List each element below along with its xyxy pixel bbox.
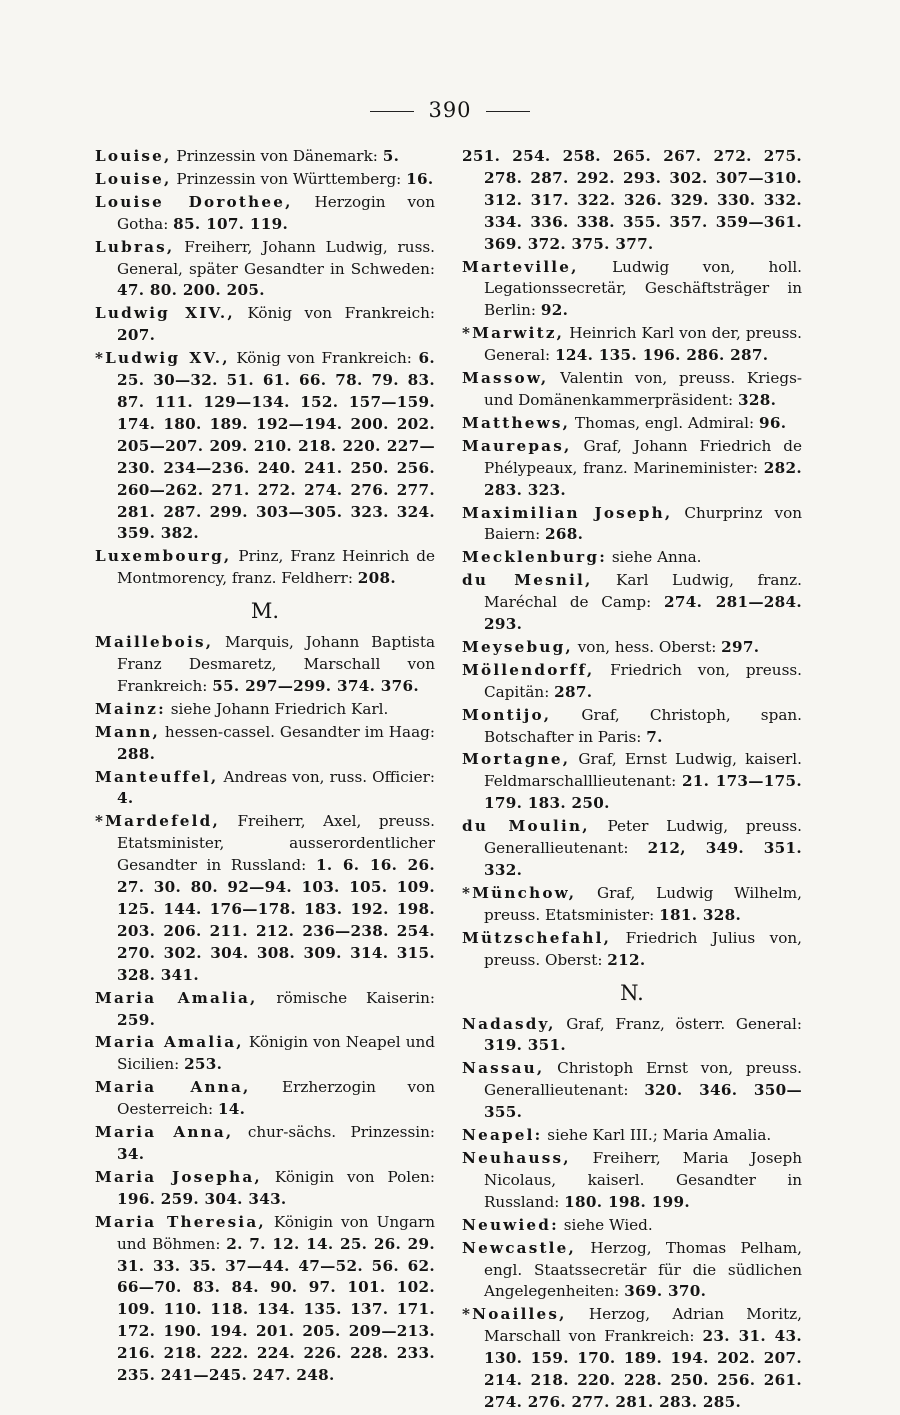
entry-headword: Maria Anna, (95, 1123, 234, 1142)
entry-headword: Maria Theresia, (95, 1212, 266, 1231)
index-entry (462, 323, 802, 367)
entry-page-refs: 23. 31. 43. 130. 159. 170. 189. 194. 202. 207. 214. 218. 220. 228. 250. 256. 261. 274. 276. 277. 281. 283. 285. (484, 1327, 802, 1411)
entry-description: Freiherr, Axel, preuss. Etatsminister, ausserordentlicher Gesandter in Russland: (117, 812, 435, 875)
index-entry (462, 436, 802, 502)
entry-headword: Neapel: (462, 1126, 543, 1145)
left-column (95, 146, 435, 1388)
index-entry (462, 1058, 802, 1124)
entry-description: Churprinz von Baiern: (484, 503, 802, 544)
entry-page-refs: 6. 25. 30—32. 51. 61. 66. 78. 79. 83. 87. 111. 129—134. 152. 157—159. 174. 180. 189. 192—194. 200. 202. 205—207. 209. 210. 218. 220. 227—230. 234—236. 240. 241. 250. 256. 260—262. 271. 272. 274. 276. 277. 281. 287. 299. 303—305. 323. 324. 359. 382. (117, 349, 435, 543)
entry-description: Prinz, Franz Heinrich de Montmorency, franz. Feldherr: (117, 547, 435, 588)
entry-page-refs: 274. 281—284. 293. (484, 593, 802, 634)
entry-headword: Neuwied: (462, 1215, 559, 1234)
entry-description: Herzog, Adrian Moritz, Marschall von Frankreich: (484, 1305, 802, 1346)
entry-headword: Louise Dorothee, (95, 192, 293, 211)
index-entry (462, 749, 802, 815)
entry-headword: Louise, (95, 147, 172, 165)
entry-page-refs: 180. 198. 199. (564, 1192, 690, 1211)
entry-headword: Neuhauss, (462, 1148, 571, 1167)
entry-page-refs: 320. 346. 350—355. (484, 1081, 802, 1122)
index-entry (95, 303, 435, 347)
entry-page-refs: 4. (117, 789, 134, 808)
entry-page-refs: 196. 259. 304. 343. (117, 1189, 287, 1208)
entry-description: Karl Ludwig, franz. Maréchal de Camp: (484, 571, 803, 612)
entry-description: Graf, Christoph, span. Botschafter in Paris: (484, 705, 802, 746)
index-entry (95, 348, 435, 545)
entry-page-refs: 2. 7. 12. 14. 25. 26. 29. 31. 33. 35. 37—44. 47—52. 56. 62. 66—70. 83. 84. 90. 97. 101. 102. 109. 110. 118. 134. 135. 137. 171. 172. 190. 194. 201. 205. 209—213. 216. 218. 222. 224. 226. 228. 233. 235. 241—245. 247. 248. (117, 1234, 435, 1385)
entry-headword: *Mardefeld, (95, 812, 220, 831)
entry-page-refs: 208. (357, 569, 396, 588)
entry-description: von, hess. Oberst: (572, 637, 722, 656)
entry-page-refs: 7. (646, 727, 663, 746)
entry-page-refs: 1. 6. 16. 26. 27. 30. 80. 92—94. 103. 105. 109. 125. 144. 176—178. 183. 192. 198. 203. 206. 211. 212. 236—238. 254. 270. 302. 304. 308. 309. 314. 315. 328. 341. (117, 856, 435, 984)
entry-description: Andreas von, russ. Officier: (218, 767, 435, 786)
entry-description: Königin von Neapel und Sicilien: (117, 1033, 435, 1074)
entry-headword: Matthews, (462, 413, 571, 432)
entry-headword: Mecklenburg: (462, 548, 608, 567)
entry-description: Graf, Ernst Ludwig, kaiserl. Feldmarschalllieutenant: (484, 750, 802, 791)
index-entry (462, 257, 802, 323)
index-entry (95, 237, 435, 303)
index-entry (462, 1238, 802, 1304)
entry-page-refs: 5. (382, 147, 400, 165)
index-entry (95, 1167, 435, 1211)
entry-description: Königin von Polen: (261, 1167, 436, 1186)
entry-headword: Ludwig XIV., (95, 304, 235, 323)
entry-description: Peter Ludwig, preuss. Generallieutenant: (484, 817, 802, 858)
index-entry (95, 722, 435, 766)
right-column (462, 146, 802, 1415)
entry-description: siehe Johann Friedrich Karl. (165, 699, 389, 718)
index-entry (462, 146, 802, 256)
entry-headword: Maurepas, (462, 436, 572, 455)
entry-headword: *Marwitz, (462, 324, 565, 343)
entry-page-refs: 212, 349. 351. 332. (484, 839, 802, 879)
header-rule-left (370, 111, 414, 112)
entry-description: Herzogin von Gotha: (117, 192, 435, 233)
index-entry (462, 660, 802, 704)
entry-description: Freiherr, Maria Joseph Nicolaus, kaiserl. Gesandter in Russland: (484, 1148, 802, 1211)
entry-headword: Maria Amalia, (95, 988, 258, 1007)
entry-page-refs: 47. 80. 200. 205. (117, 281, 265, 300)
entry-page-refs: 268. (545, 525, 584, 544)
entry-page-refs: 181. 328. (659, 905, 742, 924)
entry-description: Marquis, Johann Baptista Franz Desmaretz, Marschall von Frankreich: (117, 633, 435, 695)
section-heading: M. (250, 599, 280, 624)
entry-description: siehe Wied. (558, 1215, 653, 1234)
entry-headword: Möllendorff, (462, 660, 595, 679)
index-entry (95, 146, 435, 168)
entry-page-refs: 259. (117, 1010, 156, 1029)
entry-page-refs: 207. (117, 326, 156, 345)
entry-description: Christoph Ernst von, preuss. Generallieutenant: (484, 1059, 802, 1100)
index-entry (95, 1032, 435, 1076)
page-number: 390 (428, 98, 472, 122)
entry-headword: *Noailles, (462, 1305, 567, 1324)
index-entry (462, 570, 802, 636)
header-rule-right (486, 111, 530, 112)
entry-description: Heinrich Karl von der, preuss. General: (484, 324, 802, 365)
entry-page-refs: 297. (721, 637, 760, 656)
index-entry (95, 1212, 435, 1387)
entry-headword: Maria Amalia, (95, 1033, 244, 1052)
index-entry (462, 1125, 802, 1147)
entry-headword: Massow, (462, 369, 549, 388)
entry-description: siehe Karl III.; Maria Amalia. (542, 1126, 772, 1145)
index-entry (95, 192, 435, 236)
entry-headword: Marteville, (462, 257, 579, 276)
entry-headword: Mann, (95, 722, 161, 741)
entry-headword: Montijo, (462, 705, 552, 724)
index-entry (95, 1077, 435, 1121)
index-entry (95, 699, 435, 721)
index-entry (95, 546, 435, 590)
index-entry (462, 1304, 802, 1414)
index-entry (462, 883, 802, 927)
entry-description: Graf, Johann Friedrich de Phélypeaux, franz. Marineminister: (484, 436, 802, 477)
entry-page-refs: 16. (406, 169, 434, 188)
entry-headword: Mainz: (95, 699, 166, 718)
entry-headword: *Münchow, (462, 883, 577, 902)
index-entry (95, 632, 435, 698)
entry-description: Friedrich von, preuss. Capitän: (484, 660, 802, 701)
index-entry (95, 811, 435, 986)
entry-page-refs: 369. 370. (624, 1282, 707, 1301)
entry-page-refs: 282. 283. 323. (484, 458, 802, 499)
entry-description: König von Frankreich: (229, 349, 419, 368)
index-entry (462, 503, 802, 547)
entry-headword: Nassau, (462, 1059, 545, 1078)
entry-description: Freiherr, Johann Ludwig, russ. General, später Gesandter in Schweden: (117, 237, 435, 278)
entry-description: Graf, Franz, österr. General: (555, 1014, 802, 1033)
entry-headword: du Mesnil, (462, 571, 593, 590)
entry-headword: Maria Anna, (95, 1078, 251, 1097)
entry-description: Valentin von, preuss. Kriegs- und Domänenkammerpräsident: (484, 369, 802, 409)
index-entry (462, 928, 802, 972)
index-entry (462, 705, 802, 749)
entry-page-refs: 85. 107. 119. (173, 214, 289, 233)
entry-page-refs: 34. (117, 1144, 145, 1163)
index-entry (95, 1122, 435, 1166)
index-entry (462, 413, 802, 435)
index-entry (462, 816, 802, 882)
index-entry (95, 988, 435, 1032)
entry-headword: Mortagne, (462, 750, 571, 769)
entry-page-refs: 251. 254. 258. 265. 267. 272. 275. 278. 287. 292. 293. 302. 307—310. 312. 317. 322. 326. 329. 330. 332. 334. 336. 338. 355. 357. 359—361. 369. 372. 375. 377. (462, 147, 802, 253)
entry-description: Graf, Ludwig Wilhelm, preuss. Etatsminister: (484, 883, 802, 924)
entry-page-refs: 212. (607, 950, 646, 969)
index-entry (462, 1215, 802, 1237)
index-entry (462, 1014, 802, 1058)
entry-headword: Newcastle, (462, 1238, 576, 1257)
entry-page-refs: 92. (540, 301, 569, 320)
entry-page-refs: 55. 297—299. 374. 376. (212, 676, 419, 695)
index-entry (462, 547, 802, 569)
index-entry (462, 368, 802, 412)
index-entry (462, 637, 802, 659)
entry-description: Ludwig von, holl. Legationssecretär, Geschäftsträger in Berlin: (484, 257, 802, 320)
entry-headword: Luxembourg, (95, 547, 232, 566)
entry-headword: Mützschefahl, (462, 928, 612, 947)
entry-description: römische Kaiserin: (257, 988, 435, 1007)
entry-page-refs: 328. (737, 390, 777, 409)
entry-page-refs: 21. 173—175. 179. 183. 250. (484, 772, 802, 813)
entry-description: hessen-cassel. Gesandter im Haag: (160, 722, 435, 741)
index-entry (95, 767, 435, 811)
entry-page-refs: 14. (217, 1100, 246, 1119)
entry-headword: Manteuffel, (95, 767, 219, 786)
entry-headword: Maillebois, (95, 633, 214, 652)
entry-description: König von Frankreich: (234, 304, 435, 323)
entry-description: Herzog, Thomas Pelham, engl. Staatssecretär für die südlichen Angelegenheiten: (484, 1238, 802, 1301)
entry-headword: Nadasdy, (462, 1014, 556, 1033)
entry-headword: Meysebug, (462, 637, 573, 656)
entry-headword: du Moulin, (462, 817, 590, 836)
entry-description: Erzherzogin von Oesterreich: (117, 1078, 435, 1119)
entry-page-refs: 253. (184, 1055, 223, 1074)
entry-headword: Louise, (95, 169, 172, 188)
entry-description: chur-sächs. Prinzessin: (233, 1123, 435, 1142)
entry-headword: Maximilian Joseph, (462, 503, 673, 522)
entry-description: Königin von Ungarn und Böhmen: (117, 1212, 436, 1253)
entry-description: Friedrich Julius von, preuss. Oberst: (484, 928, 802, 969)
entry-page-refs: 96. (758, 413, 787, 432)
entry-description: Prinzessin von Dänemark: (171, 147, 383, 165)
entry-page-refs: 319. 351. (484, 1036, 566, 1055)
entry-headword: Lubras, (95, 237, 175, 256)
entry-page-refs: 288. (117, 744, 156, 763)
entry-description: siehe Anna. (607, 548, 702, 567)
page-header (0, 98, 900, 122)
entry-description: Prinzessin von Württemberg: (171, 169, 407, 188)
entry-page-refs: 287. (554, 682, 593, 701)
entry-description: Thomas, engl. Admiral: (570, 413, 759, 432)
entry-headword: *Ludwig XV., (95, 349, 230, 368)
index-entry (95, 169, 435, 191)
section-heading: N. (620, 980, 644, 1005)
entry-headword: Maria Josepha, (95, 1167, 262, 1186)
index-entry (462, 1148, 802, 1214)
entry-page-refs: 124. 135. 196. 286. 287. (555, 346, 769, 365)
